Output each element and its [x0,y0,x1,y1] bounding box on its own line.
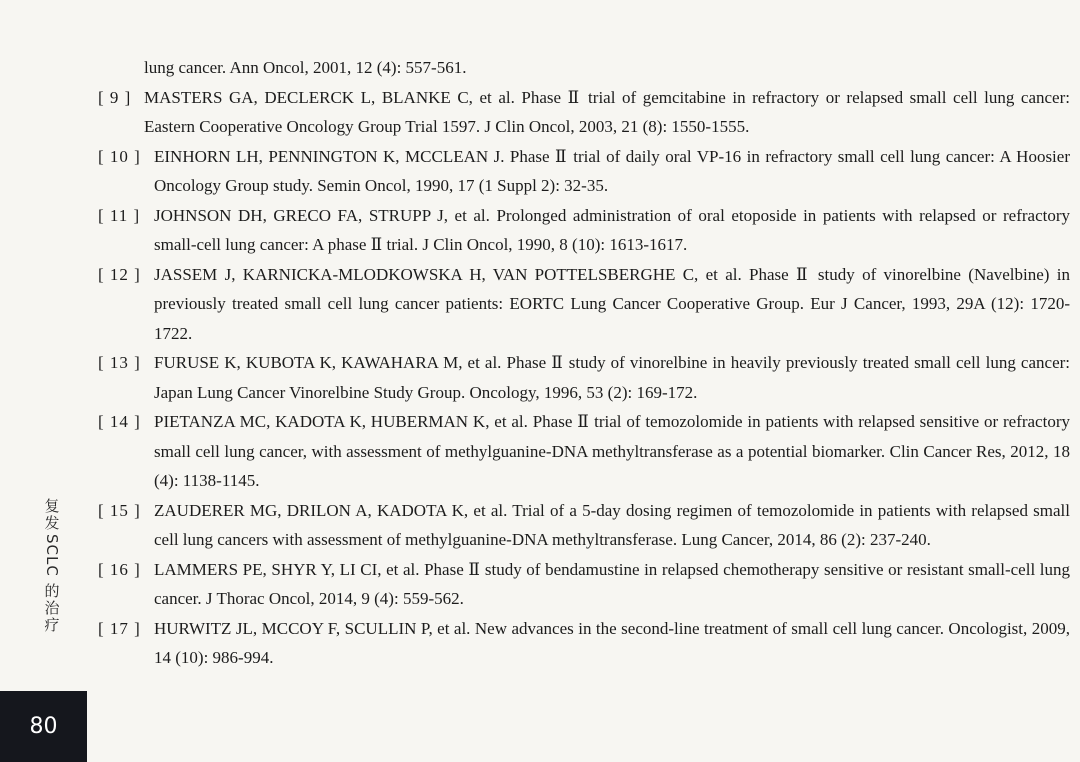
reference-number: [ 17 ] [98,618,141,638]
reference-number: [ 12 ] [98,264,141,284]
page-number-box [0,691,87,762]
reference-number: [ 15 ] [98,500,141,520]
reference-number: [ 13 ] [98,353,141,372]
side-label-char: 治 [44,598,60,617]
reference-number: [ 14 ] [98,412,141,431]
reference-number: [ 16 ] [98,559,141,579]
reference-text: MASTERS GA, DECLERCK L, BLANKE C, et al. Phase Ⅱ trial of gemcitabine in refractory or relapsed small cell lung cancer: Eastern Cooperative Oncology Group Trial 1597. J Clin Oncol, 2003, 21 (8): 1550-1555. [144,87,1070,136]
reference-text: ZAUDERER MG, DRILON A, KADOTA K, et al. Trial of a 5-day dosing regimen of temozolomide in patients with relapsed small cell lung cancers with assessment of methylguanine-DNA methyltransferase. Lung Cancer, 2014, 86 (2): 237-240. [154,500,1070,549]
side-label-latin: SCLC [43,534,61,577]
reference-item [98,555,1070,614]
reference-item [98,496,1070,555]
reference-item [98,348,1070,407]
chapter-side-label [38,498,66,634]
reference-continuation: lung cancer. Ann Oncol, 2001, 12 (4): 557-561. [144,58,467,77]
reference-list [98,53,1070,673]
side-label-char: 的 [44,581,60,600]
reference-item [98,142,1070,201]
reference-item [98,201,1070,260]
reference-text: JASSEM J, KARNICKA-MLODKOWSKA H, VAN POTTELSBERGHE C, et al. Phase Ⅱ study of vinorelbine (Navelbine) in previously treated small cell lung cancer patients: EORTC Lung Cancer Cooperative Group. Eur J Cancer, 1993, 29A (12): 1720-1722. [154,264,1070,343]
reference-text: PIETANZA MC, KADOTA K, HUBERMAN K, et al. Phase Ⅱ trial of temozolomide in patients with relapsed sensitive or refractory small cell lung cancer, with assessment of methylguanine-DNA methyltransferase as a potential biomarker. Clin Cancer Res, 2012, 18 (4): 1138-1145. [154,412,1070,490]
reference-number: [ 11 ] [98,205,141,225]
side-label-char: 复 [44,497,60,515]
reference-text: JOHNSON DH, GRECO FA, STRUPP J, et al. Prolonged administration of oral etoposide in patients with relapsed or refractory small-cell lung cancer: A phase Ⅱ trial. J Clin Oncol, 1990, 8 (10): 1613-1617. [154,205,1070,254]
reference-text: LAMMERS PE, SHYR Y, LI CI, et al. Phase Ⅱ study of bendamustine in relapsed chemotherapy sensitive or resistant small-cell lung cancer. J Thorac Oncol, 2014, 9 (4): 559-562. [154,559,1070,608]
reference-item [98,83,1070,142]
side-label-char: 疗 [44,615,60,634]
reference-item [98,614,1070,673]
reference-number: [ 9 ] [98,87,132,107]
reference-item [98,407,1070,496]
reference-text: HURWITZ JL, MCCOY F, SCULLIN P, et al. New advances in the second-line treatment of small cell lung cancer. Oncologist, 2009, 14 (10): 986-994. [154,618,1070,667]
reference-text: EINHORN LH, PENNINGTON K, MCCLEAN J. Phase Ⅱ trial of daily oral VP-16 in refractory small cell lung cancer: A Hoosier Oncology Group study. Semin Oncol, 1990, 17 (1 Suppl 2): 32-35. [154,146,1070,195]
page-number: 80 [29,714,58,739]
side-label-char: 发 [44,514,60,532]
reference-number: [ 10 ] [98,146,141,166]
reference-item [98,260,1070,349]
reference-text: FURUSE K, KUBOTA K, KAWAHARA M, et al. Phase Ⅱ study of vinorelbine in heavily previously treated small cell lung cancer: Japan Lung Cancer Vinorelbine Study Group. Oncology, 1996, 53 (2): 169-172. [154,353,1070,402]
